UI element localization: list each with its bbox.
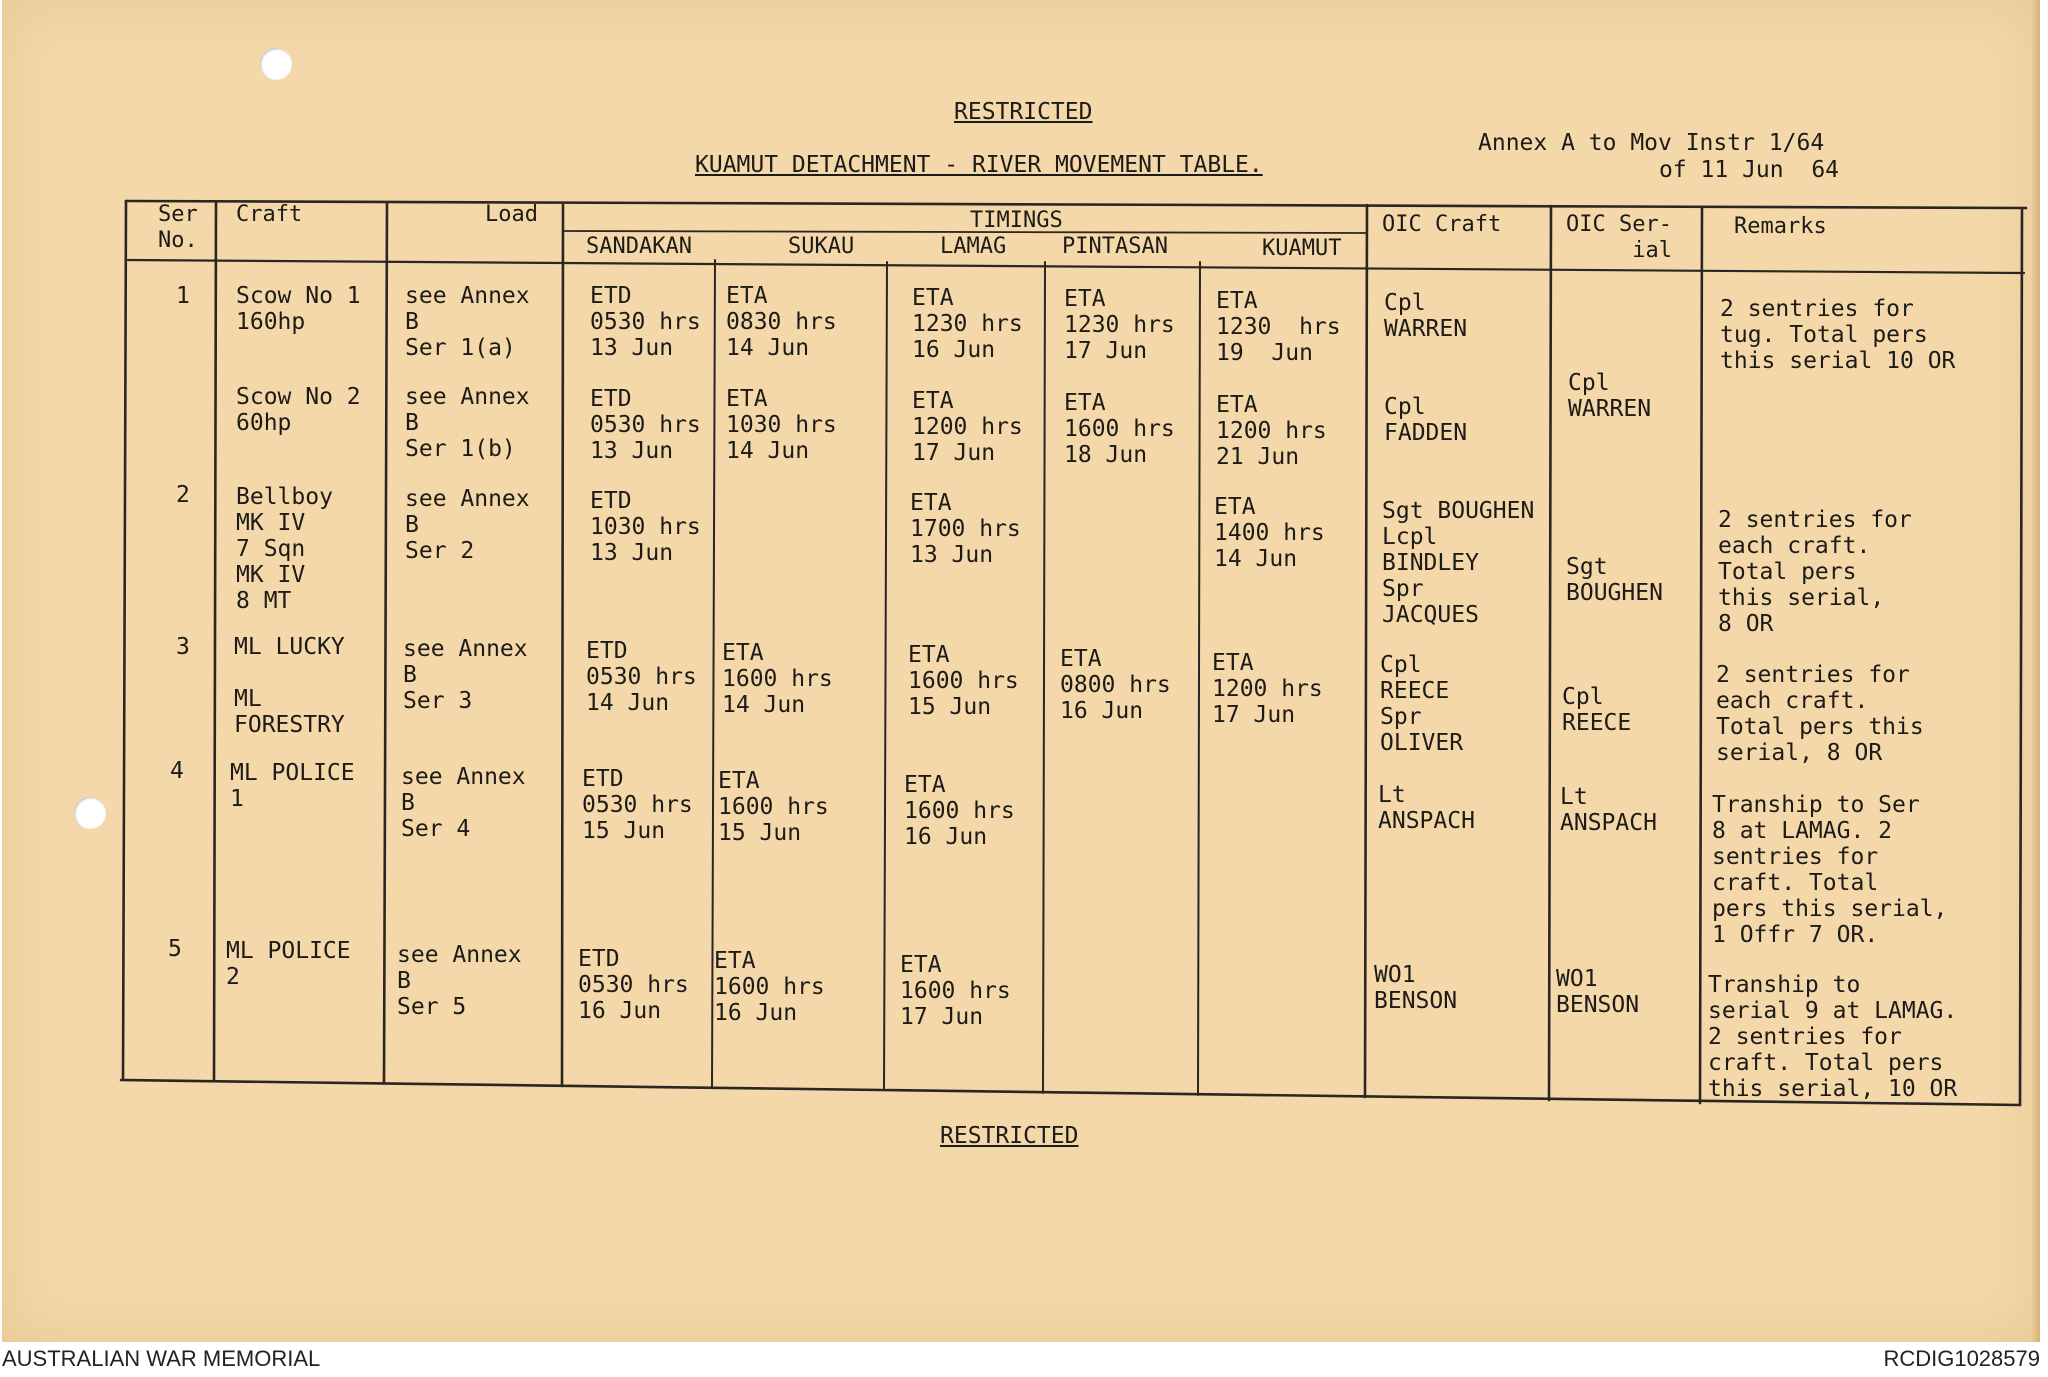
row1-sandakan: ETD 0530 hrs 13 Jun — [590, 283, 701, 361]
header-oic-craft: OIC Craft — [1382, 212, 1502, 237]
row5-lamag: ETA 1600 hrs 16 Jun — [904, 772, 1015, 850]
row6-lamag: ETA 1600 hrs 17 Jun — [900, 952, 1011, 1030]
row2-sandakan: ETD 0530 hrs 13 Jun — [590, 386, 701, 464]
row4-ser: 3 — [176, 634, 190, 660]
row5-craft: ML POLICE 1 — [230, 760, 355, 812]
annex-reference: Annex A to Mov Instr 1/64 — [1478, 130, 1825, 156]
header-sandakan: SANDAKAN — [586, 234, 692, 259]
row4-sukau: ETA 1600 hrs 14 Jun — [722, 640, 833, 718]
row5-sukau: ETA 1600 hrs 15 Jun — [718, 768, 829, 846]
header-craft: Craft — [236, 202, 303, 227]
row2-oic-serial: Cpl WARREN — [1568, 370, 1652, 422]
row4-lamag: ETA 1600 hrs 15 Jun — [908, 642, 1019, 720]
annex-date: of 11 Jun 64 — [1659, 157, 1840, 183]
row3-remarks: 2 sentries for each craft. Total pers this serial, 8 OR — [1718, 507, 1912, 637]
row3-oic-serial: Sgt BOUGHEN — [1566, 554, 1663, 606]
classification-bottom: RESTRICTED — [940, 1123, 1079, 1149]
footer-archive-name: AUSTRALIAN WAR MEMORIAL — [2, 1346, 321, 1371]
row4-kuamut: ETA 1200 hrs 17 Jun — [1212, 650, 1323, 728]
document-sheet — [2, 0, 2040, 1342]
row2-oic-craft: Cpl FADDEN — [1384, 394, 1468, 446]
row3-craft: Bellboy MK IV 7 Sqn MK IV 8 MT — [236, 484, 333, 614]
row6-sukau: ETA 1600 hrs 16 Jun — [714, 948, 825, 1026]
row4-pintasan: ETA 0800 hrs 16 Jun — [1060, 646, 1171, 724]
row5-remarks: Tranship to Ser 8 at LAMAG. 2 sentries for craft. Total pers this serial, 1 Offr 7 OR. — [1712, 792, 1948, 948]
header-sukau: SUKAU — [788, 234, 855, 259]
row6-load: see Annex B Ser 5 — [397, 942, 522, 1020]
row5-load: see Annex B Ser 4 — [401, 764, 526, 842]
row4-remarks: 2 sentries for each craft. Total pers this serial, 8 OR — [1716, 662, 1924, 766]
document-title: KUAMUT DETACHMENT - RIVER MOVEMENT TABLE. — [695, 152, 1263, 178]
row3-oic-craft: Sgt BOUGHEN Lcpl BINDLEY Spr JACQUES — [1382, 498, 1535, 628]
row4-oic-serial: Cpl REECE — [1562, 684, 1632, 736]
row1-craft: Scow No 1 160hp — [236, 283, 361, 335]
row2-lamag: ETA 1200 hrs 17 Jun — [912, 388, 1023, 466]
row2-sukau: ETA 1030 hrs 14 Jun — [726, 386, 837, 464]
row6-ser: 5 — [168, 936, 182, 962]
header-kuamut: KUAMUT — [1262, 236, 1342, 261]
classification-top: RESTRICTED — [954, 99, 1093, 125]
row4-load: see Annex B Ser 3 — [403, 636, 528, 714]
row3-ser: 2 — [176, 482, 190, 508]
row1-load: see Annex B Ser 1(a) — [405, 283, 530, 361]
row1-sukau: ETA 0830 hrs 14 Jun — [726, 283, 837, 361]
header-pintasan: PINTASAN — [1062, 234, 1168, 259]
row2-load: see Annex B Ser 1(b) — [405, 384, 530, 462]
row1-kuamut: ETA 1230 hrs 19 Jun — [1216, 288, 1341, 366]
row1-ser: 1 — [176, 283, 190, 309]
header-remarks: Remarks — [1734, 214, 1827, 239]
row3-sandakan: ETD 1030 hrs 13 Jun — [590, 488, 701, 566]
row4-oic-craft: Cpl REECE Spr OLIVER — [1380, 652, 1464, 756]
row6-remarks: Tranship to serial 9 at LAMAG. 2 sentries for craft. Total pers this serial, 10 OR — [1708, 972, 1958, 1102]
header-lamag: LAMAG — [940, 234, 1007, 259]
row3-kuamut: ETA 1400 hrs 14 Jun — [1214, 494, 1325, 572]
row5-sandakan: ETD 0530 hrs 15 Jun — [582, 766, 693, 844]
row6-sandakan: ETD 0530 hrs 16 Jun — [578, 946, 689, 1024]
row1-pintasan: ETA 1230 hrs 17 Jun — [1064, 286, 1175, 364]
row5-oic-serial: Lt ANSPACH — [1560, 784, 1657, 836]
row6-oic-craft: WO1 BENSON — [1374, 962, 1458, 1014]
row3-load: see Annex B Ser 2 — [405, 486, 530, 564]
row1-lamag: ETA 1230 hrs 16 Jun — [912, 285, 1023, 363]
row2-pintasan: ETA 1600 hrs 18 Jun — [1064, 390, 1175, 468]
row5-oic-craft: Lt ANSPACH — [1378, 782, 1475, 834]
row3-lamag: ETA 1700 hrs 13 Jun — [910, 490, 1021, 568]
row4-craft: ML LUCKY ML FORESTRY — [234, 634, 345, 738]
row1-oic-craft: Cpl WARREN — [1384, 290, 1468, 342]
row6-oic-serial: WO1 BENSON — [1556, 966, 1640, 1018]
row1-remarks: 2 sentries for tug. Total pers this serial 10 OR — [1720, 296, 1956, 374]
row5-ser: 4 — [170, 758, 184, 784]
header-oic-serial: OIC Ser- ial — [1566, 212, 1672, 263]
header-timings: TIMINGS — [970, 208, 1063, 233]
row4-sandakan: ETD 0530 hrs 14 Jun — [586, 638, 697, 716]
header-ser-no: Ser No. — [158, 202, 198, 253]
header-load: Load — [485, 202, 538, 227]
row6-craft: ML POLICE 2 — [226, 938, 351, 990]
row2-craft: Scow No 2 60hp — [236, 384, 361, 436]
row2-kuamut: ETA 1200 hrs 21 Jun — [1216, 392, 1327, 470]
footer-archive-id: RCDIG1028579 — [1883, 1346, 2040, 1371]
